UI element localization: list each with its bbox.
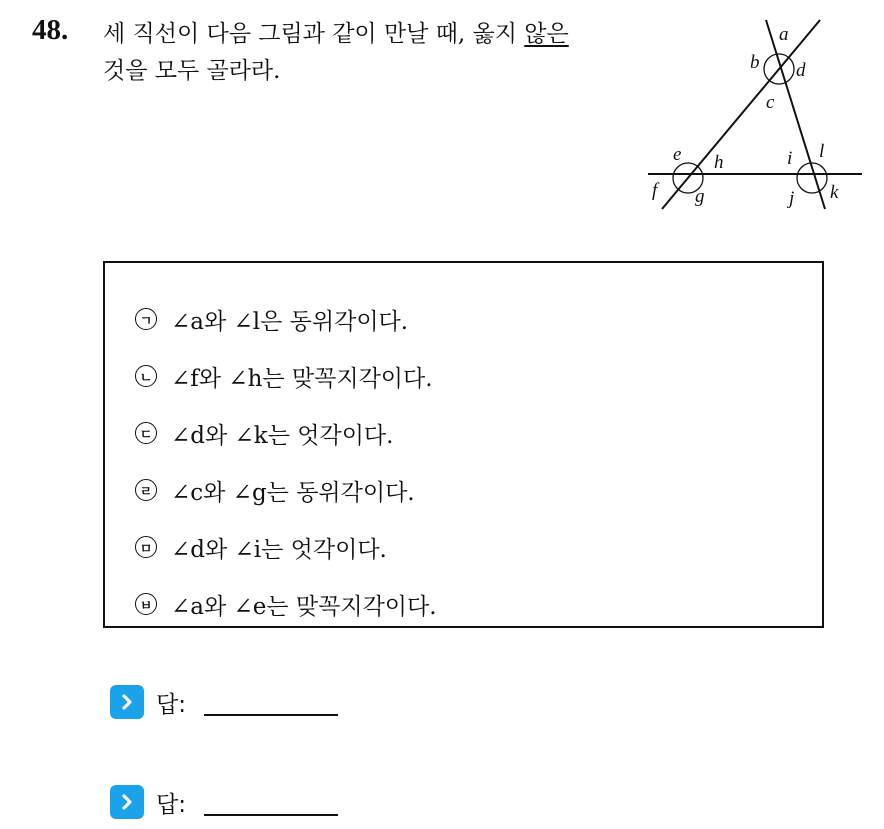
label-c: c [766, 92, 775, 113]
chevron-right-icon [110, 685, 144, 719]
answer-label: 답: [156, 791, 186, 818]
question-line-2: 것을 모두 골라라. [103, 58, 281, 84]
choice-4 [135, 472, 415, 508]
label-a: a [779, 24, 789, 45]
label-d: d [796, 60, 806, 81]
label-h: h [714, 152, 724, 173]
question-line-1: 세 직선이 다음 그림과 같이 만날 때, 옳지 [103, 21, 525, 47]
choice-marker: ㄷ [135, 422, 157, 444]
label-e: e [673, 144, 682, 165]
choice-1 [135, 301, 408, 337]
label-k: k [830, 182, 839, 203]
label-f: f [652, 180, 658, 201]
choice-text: ∠d와 ∠i는 엇각이다. [171, 536, 387, 563]
choice-marker: ㅁ [135, 536, 157, 558]
choice-text: ∠c와 ∠g는 동위각이다. [171, 479, 415, 506]
choice-text: ∠a와 ∠e는 맞꼭지각이다. [171, 593, 437, 620]
label-j: j [789, 188, 795, 209]
answer-blank[interactable] [204, 688, 338, 716]
answer-row-1 [110, 682, 338, 722]
choice-marker: ㅂ [135, 593, 157, 615]
choice-2 [135, 358, 433, 394]
choice-6 [135, 586, 437, 622]
choices-box [103, 261, 824, 628]
choice-marker: ㄱ [135, 308, 157, 330]
choice-text: ∠d와 ∠k는 엇각이다. [171, 422, 394, 449]
choice-5 [135, 529, 387, 565]
answer-row-2 [110, 782, 338, 822]
label-l: l [819, 141, 825, 162]
three-lines-figure [640, 14, 870, 214]
choice-text: ∠f와 ∠h는 맞꼭지각이다. [171, 365, 433, 392]
choice-marker: ㄴ [135, 365, 157, 387]
answer-blank[interactable] [204, 788, 338, 816]
choice-marker: ㄹ [135, 479, 157, 501]
choice-3 [135, 415, 393, 451]
label-g: g [695, 186, 705, 207]
answer-label: 답: [156, 691, 186, 718]
question-text [103, 16, 643, 90]
chevron-right-icon [110, 785, 144, 819]
question-emphasis: 않은 [524, 21, 569, 47]
choice-text: ∠a와 ∠l은 동위각이다. [171, 308, 409, 335]
label-i: i [787, 148, 793, 169]
label-b: b [750, 52, 760, 73]
question-number: 48. [32, 14, 69, 46]
